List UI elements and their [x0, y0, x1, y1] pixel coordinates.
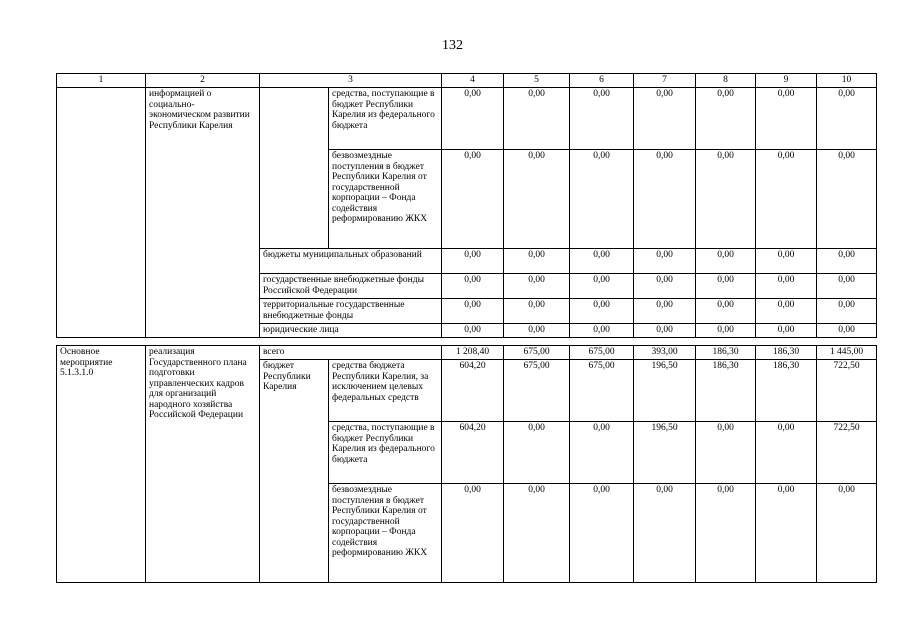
value-cell: 0,00: [442, 150, 504, 249]
budget-table-section-b: [56, 345, 877, 583]
value-cell: 0,00: [756, 422, 817, 484]
value-cell: 0,00: [504, 150, 570, 249]
value-cell: 186,30: [756, 360, 817, 422]
value-cell: 0,00: [756, 299, 817, 324]
funding-source-label: средства, поступающие в бюджет Республики Карелия из федерального бюджета: [329, 88, 442, 150]
value-cell: 0,00: [634, 249, 696, 274]
value-cell: 604,20: [442, 360, 504, 422]
funding-source-label: бюджеты муниципальных образований: [260, 249, 442, 274]
value-cell: 393,00: [634, 346, 696, 360]
value-cell: 0,00: [634, 299, 696, 324]
value-cell: 196,50: [634, 422, 696, 484]
value-cell: 0,00: [504, 422, 570, 484]
value-cell: 0,00: [817, 324, 877, 338]
funding-source-label: государственные внебюджетные фонды Российской Федерации: [260, 274, 442, 299]
activity-name-cell: информацией о социально-экономическом развитии Республики Карелия: [146, 88, 260, 338]
funding-source-label: территориальные государственные внебюджетные фонды: [260, 299, 442, 324]
value-cell: 0,00: [817, 88, 877, 150]
column-header: 9: [756, 74, 817, 88]
value-cell: 0,00: [756, 484, 817, 583]
column-header: 7: [634, 74, 696, 88]
funding-source-label: безвозмездные поступления в бюджет Республики Карелия от государственной корпорации – Фонда содействия реформированию ЖКХ: [329, 150, 442, 249]
value-cell: 0,00: [504, 88, 570, 150]
value-cell: 0,00: [756, 150, 817, 249]
value-cell: 0,00: [634, 324, 696, 338]
table-row: [57, 88, 877, 150]
value-cell: 0,00: [817, 274, 877, 299]
activity-name-cell: реализация Государственного плана подготовки управленческих кадров для организаций народного хозяйства Российской Федерации: [146, 346, 260, 583]
value-cell: 0,00: [570, 484, 634, 583]
value-cell: 0,00: [442, 274, 504, 299]
budget-source-cell: [260, 88, 329, 249]
value-cell: 186,30: [696, 360, 756, 422]
value-cell: 0,00: [442, 249, 504, 274]
column-header: 3: [260, 74, 442, 88]
value-cell: 675,00: [504, 346, 570, 360]
page-number: 132: [442, 38, 463, 53]
value-cell: 675,00: [570, 360, 634, 422]
value-cell: 0,00: [504, 274, 570, 299]
activity-type-cell: Основное мероприятие 5.1.3.1.0: [57, 346, 146, 583]
table-row: [57, 346, 877, 360]
value-cell: 1 208,40: [442, 346, 504, 360]
value-cell: 0,00: [817, 299, 877, 324]
value-cell: 675,00: [570, 346, 634, 360]
value-cell: 722,50: [817, 422, 877, 484]
value-cell: 0,00: [570, 88, 634, 150]
total-label: всего: [260, 346, 442, 360]
value-cell: 0,00: [696, 484, 756, 583]
value-cell: 0,00: [696, 150, 756, 249]
value-cell: 0,00: [696, 422, 756, 484]
value-cell: 0,00: [634, 274, 696, 299]
budget-source-cell: бюджет Республики Карелия: [260, 360, 329, 583]
value-cell: 604,20: [442, 422, 504, 484]
value-cell: 0,00: [696, 274, 756, 299]
value-cell: 0,00: [504, 324, 570, 338]
column-header: 5: [504, 74, 570, 88]
value-cell: 196,50: [634, 360, 696, 422]
value-cell: 0,00: [570, 249, 634, 274]
column-header: 1: [57, 74, 146, 88]
value-cell: 0,00: [442, 299, 504, 324]
budget-table: [56, 73, 877, 338]
column-header: 4: [442, 74, 504, 88]
funding-source-label: безвозмездные поступления в бюджет Республики Карелия от государственной корпорации – Фонда содействия реформированию ЖКХ: [329, 484, 442, 583]
value-cell: 0,00: [504, 249, 570, 274]
value-cell: 0,00: [756, 274, 817, 299]
value-cell: 0,00: [634, 484, 696, 583]
column-header: 2: [146, 74, 260, 88]
value-cell: 0,00: [570, 422, 634, 484]
value-cell: 186,30: [756, 346, 817, 360]
value-cell: 0,00: [756, 88, 817, 150]
value-cell: 186,30: [696, 346, 756, 360]
value-cell: 0,00: [817, 249, 877, 274]
value-cell: 0,00: [696, 324, 756, 338]
value-cell: 0,00: [570, 274, 634, 299]
value-cell: 0,00: [504, 484, 570, 583]
value-cell: 722,50: [817, 360, 877, 422]
value-cell: 0,00: [570, 324, 634, 338]
value-cell: 0,00: [570, 299, 634, 324]
value-cell: 0,00: [634, 88, 696, 150]
value-cell: 0,00: [696, 88, 756, 150]
value-cell: 0,00: [817, 150, 877, 249]
value-cell: 0,00: [442, 324, 504, 338]
value-cell: 675,00: [504, 360, 570, 422]
value-cell: 0,00: [442, 88, 504, 150]
value-cell: 0,00: [442, 484, 504, 583]
value-cell: 1 445,00: [817, 346, 877, 360]
value-cell: 0,00: [504, 299, 570, 324]
funding-source-label: средства бюджета Республики Карелия, за исключением целевых федеральных средств: [329, 360, 442, 422]
value-cell: 0,00: [696, 249, 756, 274]
column-header: 10: [817, 74, 877, 88]
value-cell: 0,00: [570, 150, 634, 249]
value-cell: 0,00: [634, 150, 696, 249]
funding-source-label: средства, поступающие в бюджет Республики Карелия из федерального бюджета: [329, 422, 442, 484]
value-cell: 0,00: [696, 299, 756, 324]
value-cell: 0,00: [756, 249, 817, 274]
column-header-row: [57, 74, 877, 88]
value-cell: 0,00: [817, 484, 877, 583]
value-cell: 0,00: [756, 324, 817, 338]
column-header: 8: [696, 74, 756, 88]
funding-source-label: юридические лица: [260, 324, 442, 338]
column-header: 6: [570, 74, 634, 88]
activity-type-cell: [57, 88, 146, 338]
